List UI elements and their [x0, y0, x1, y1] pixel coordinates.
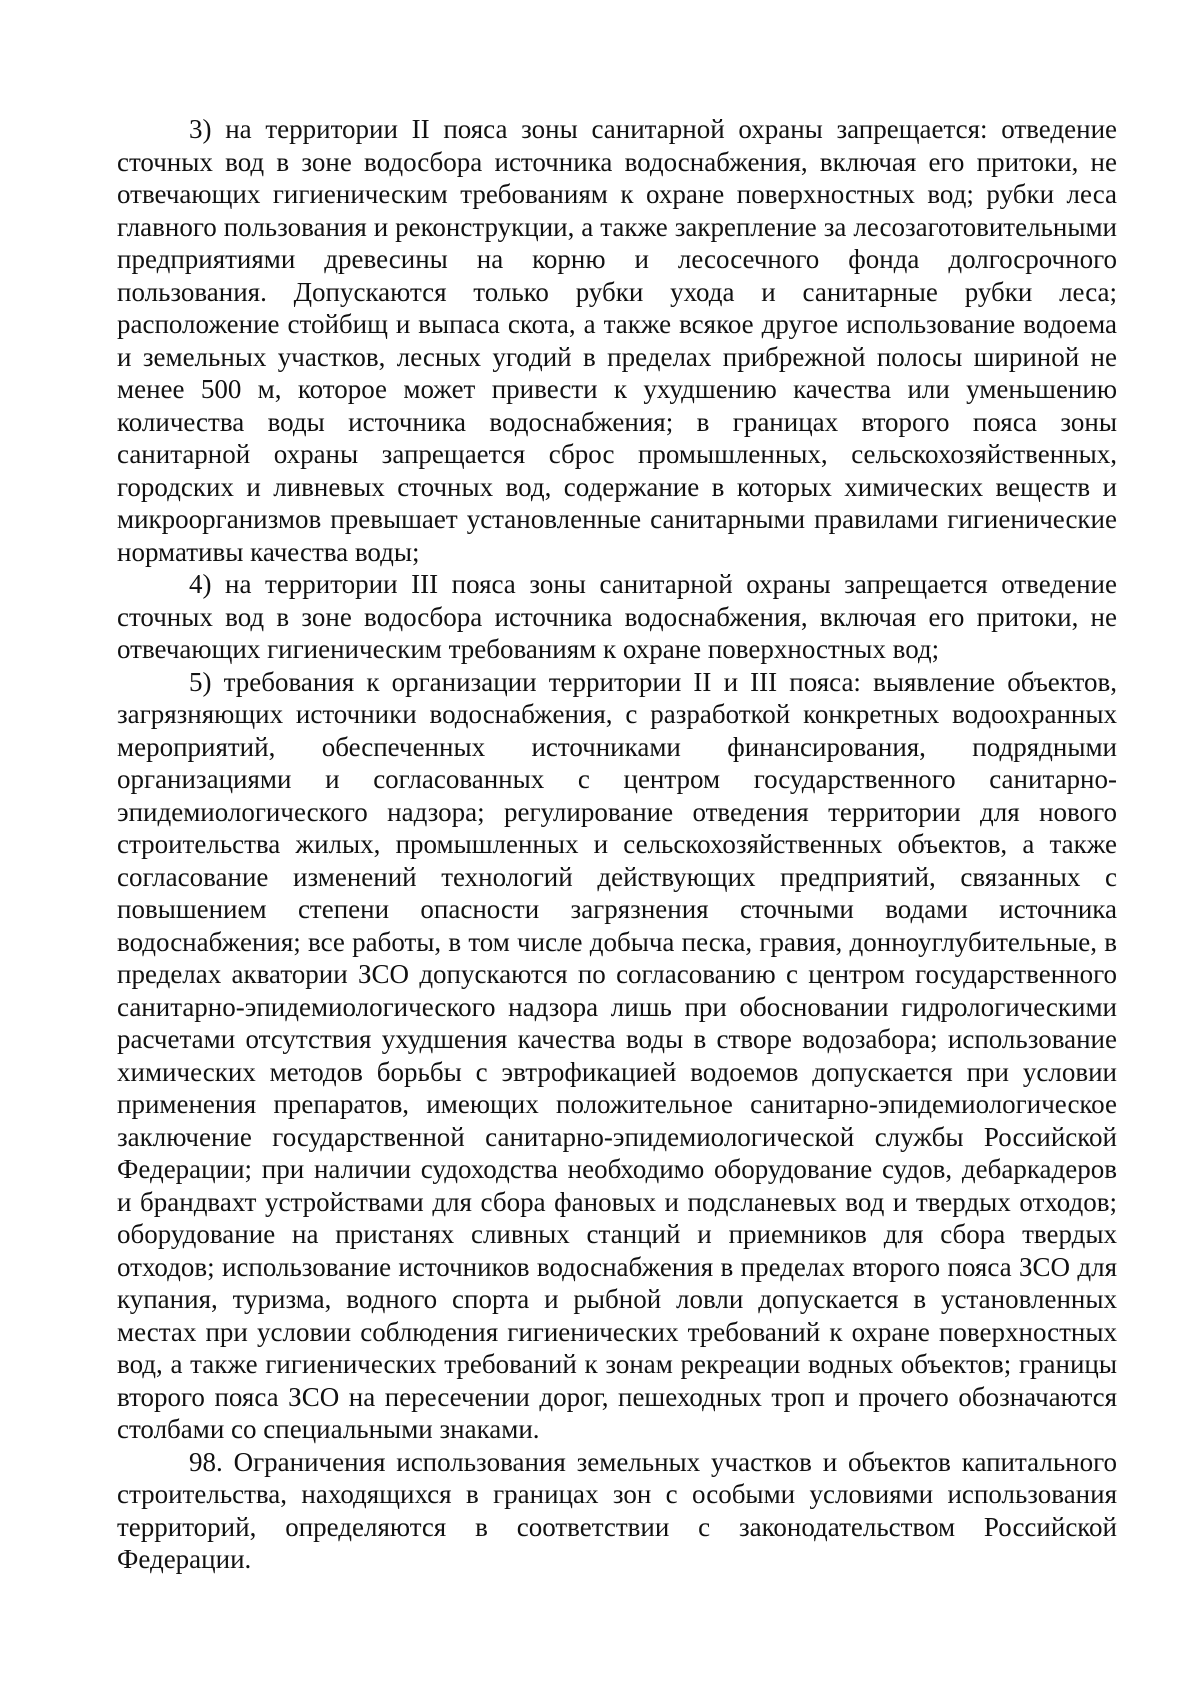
paragraph-item-3: 3) на территории II пояса зоны санитарной охраны запрещается: отведение сточных вод в зоне водосбора источника водоснабжения, включая его притоки, не отвечающих гигиеническим требованиям к охране поверхностных вод; рубки леса главного пользования и реконструкции, а также закрепление за лесозаготовительными предприятиями древесины на корню и лесосечного фонда долгосрочного пользования. Допускаются только рубки ухода и санитарные рубки леса; расположение стойбищ и выпаса скота, а также всякое другое использование водоема и земельных участков, лесных угодий в пределах прибрежной полосы шириной не менее 500 м, которое может привести к ухудшению качества или уменьшению количества воды источника водоснабжения; в границах второго пояса зоны санитарной охраны запрещается сброс промышленных, сельскохозяйственных, городских и ливневых сточных вод, содержание в которых химических веществ и микроорганизмов превышает установленные санитарными правилами гигиенические нормативы качества воды; [117, 114, 1117, 567]
paragraph-98: 98. Ограничения использования земельных участков и объектов капитального строительства, находящихся в границах зон с особыми условиями использования территорий, определяются в соответствии с законодательством Российской Федерации. [117, 1446, 1117, 1574]
paragraph-item-5: 5) требования к организации территории II и III пояса: выявление объектов, загрязняющих источники водоснабжения, с разработкой конкретных водоохранных мероприятий, обеспеченных источниками финансирования, подрядными организациями и согласованных с центром государственного санитарно-эпидемиологического надзора; регулирование отведения территории для нового строительства жилых, промышленных и сельскохозяйственных объектов, а также согласование изменений технологий действующих предприятий, связанных с повышением степени опасности загрязнения сточными водами источника водоснабжения; все работы, в том числе добыча песка, гравия, донноуглубительные, в пределах акватории ЗСО допускаются по согласованию с центром государственного санитарно-эпидемиологического надзора лишь при обосновании гидрологическими расчетами отсутствия ухудшения качества воды в створе водозабора; использование химических методов борьбы с эвтрофикацией водоемов допускается при условии применения препаратов, имеющих положительное санитарно-эпидемиологическое заключение государственной санитарно-эпидемиологической службы Российской Федерации; при наличии судоходства необходимо оборудование судов, дебаркадеров и брандвахт устройствами для сбора фановых и подсланевых вод и твердых отходов; оборудование на пристанях сливных станций и приемников для сбора твердых отходов; использование источников водоснабжения в пределах второго пояса ЗСО для купания, туризма, водного спорта и рыбной ловли допускается в установленных местах при условии соблюдения гигиенических требований к охране поверхностных вод, а также гигиенических требований к зонам рекреации водных объектов; границы второго пояса ЗСО на пересечении дорог, пешеходных троп и прочего обозначаются столбами со специальными знаками. [117, 666, 1117, 1444]
paragraph-item-4: 4) на территории III пояса зоны санитарной охраны запрещается отведение сточных вод в зоне водосбора источника водоснабжения, включая его притоки, не отвечающих гигиеническим требованиям к охране поверхностных вод; [117, 569, 1117, 664]
document-body [117, 113, 1117, 1576]
